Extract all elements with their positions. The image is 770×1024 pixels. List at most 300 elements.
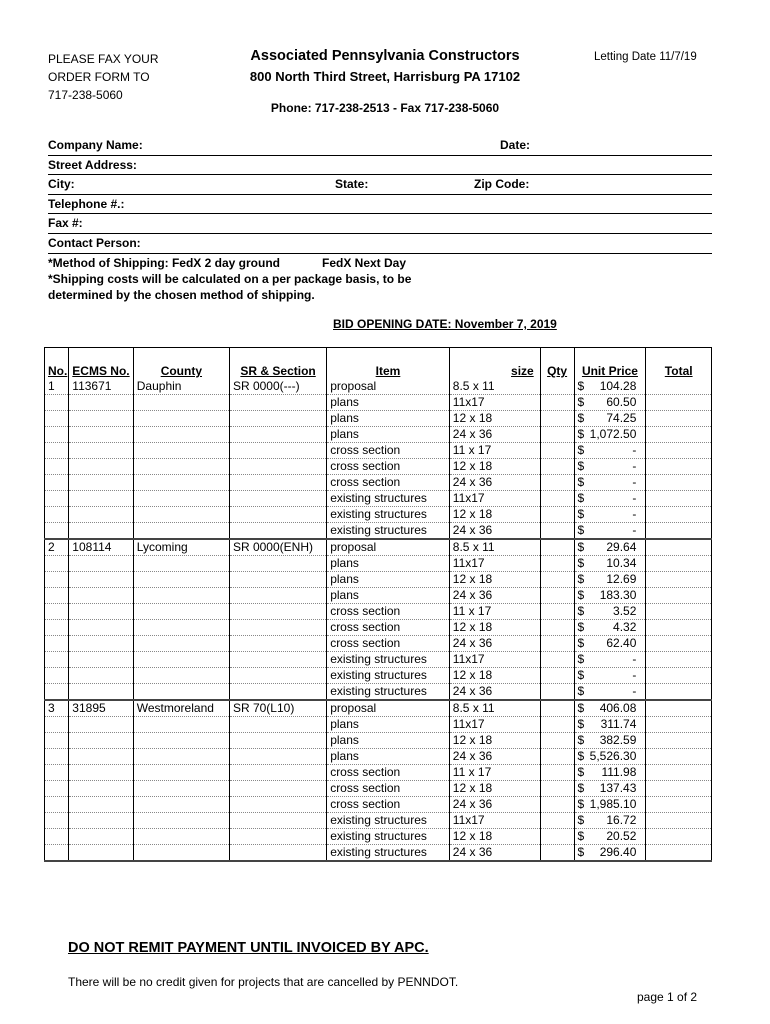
cell-no: 2 — [45, 539, 69, 556]
currency-symbol: $ — [577, 588, 585, 602]
cell-no — [45, 845, 69, 862]
cell-total[interactable] — [646, 523, 712, 540]
letting-date: Letting Date 11/7/19 — [594, 51, 697, 63]
price-value: - — [632, 684, 637, 698]
cell-item: proposal — [327, 379, 450, 395]
cell-total[interactable] — [646, 379, 712, 395]
cell-total[interactable] — [646, 475, 712, 491]
cell-ecms — [69, 684, 133, 701]
cell-item: plans — [327, 717, 450, 733]
cell-county — [133, 572, 229, 588]
fax-line-3: 717-238-5060 — [48, 88, 123, 102]
table-row — [45, 572, 712, 588]
cell-total[interactable] — [646, 700, 712, 717]
shipping-method-row — [48, 254, 712, 271]
cell-sr-section — [229, 781, 326, 797]
currency-symbol: $ — [577, 765, 585, 779]
street-address-row[interactable] — [48, 156, 712, 176]
cell-total[interactable] — [646, 668, 712, 684]
price-value: 10.34 — [606, 556, 637, 570]
cell-total[interactable] — [646, 443, 712, 459]
cell-county: Westmoreland — [133, 700, 229, 717]
cell-size: 12 x 18 — [449, 620, 540, 636]
company-name-row[interactable] — [48, 136, 712, 156]
cell-qty[interactable] — [540, 765, 574, 781]
cell-total[interactable] — [646, 604, 712, 620]
table-row — [45, 700, 712, 717]
cell-total[interactable] — [646, 539, 712, 556]
cell-qty[interactable] — [540, 459, 574, 475]
cell-no — [45, 733, 69, 749]
state-label: State: — [335, 177, 369, 192]
cell-item: plans — [327, 411, 450, 427]
cell-qty[interactable] — [540, 684, 574, 701]
unit-price — [578, 556, 643, 571]
table-row — [45, 717, 712, 733]
price-value: - — [632, 443, 637, 457]
table-row — [45, 733, 712, 749]
price-value: 137.43 — [599, 781, 637, 795]
cell-sr-section — [229, 829, 326, 845]
cell-size: 12 x 18 — [449, 733, 540, 749]
cell-county — [133, 652, 229, 668]
cell-total[interactable] — [646, 765, 712, 781]
cell-total[interactable] — [646, 620, 712, 636]
cell-size: 11 x 17 — [449, 765, 540, 781]
cell-unit-price — [574, 588, 646, 604]
cell-ecms — [69, 636, 133, 652]
cell-ecms — [69, 749, 133, 765]
cell-sr-section: SR 0000(---) — [229, 379, 326, 395]
cell-qty[interactable] — [540, 749, 574, 765]
col-header-qty: Qty — [540, 348, 574, 380]
shipping-note — [48, 271, 712, 303]
cell-ecms — [69, 427, 133, 443]
cell-county — [133, 749, 229, 765]
cell-sr-section — [229, 733, 326, 749]
cell-sr-section — [229, 491, 326, 507]
col-header-ecms: ECMS No. — [69, 348, 133, 380]
cell-unit-price — [574, 427, 646, 443]
cell-qty[interactable] — [540, 411, 574, 427]
cell-no — [45, 781, 69, 797]
cell-no — [45, 604, 69, 620]
cell-ecms — [69, 781, 133, 797]
cell-sr-section — [229, 813, 326, 829]
unit-price — [578, 636, 643, 651]
zip-code-label: Zip Code: — [474, 177, 530, 192]
cell-county — [133, 717, 229, 733]
cell-unit-price — [574, 829, 646, 845]
unit-price — [578, 701, 643, 716]
cell-total[interactable] — [646, 749, 712, 765]
cell-qty[interactable] — [540, 507, 574, 523]
cell-ecms — [69, 491, 133, 507]
cell-ecms — [69, 652, 133, 668]
cell-item: existing structures — [327, 829, 450, 845]
cell-total[interactable] — [646, 427, 712, 443]
cell-county: Dauphin — [133, 379, 229, 395]
cell-item: plans — [327, 427, 450, 443]
cell-total[interactable] — [646, 652, 712, 668]
cell-unit-price — [574, 684, 646, 701]
cell-size: 24 x 36 — [449, 523, 540, 540]
price-value: 1,985.10 — [589, 797, 637, 811]
price-value: - — [632, 475, 637, 489]
cell-qty[interactable] — [540, 395, 574, 411]
cell-qty[interactable] — [540, 620, 574, 636]
cell-qty[interactable] — [540, 443, 574, 459]
cell-size: 12 x 18 — [449, 507, 540, 523]
cell-qty[interactable] — [540, 797, 574, 813]
cell-no — [45, 797, 69, 813]
cell-qty[interactable] — [540, 813, 574, 829]
cell-size: 8.5 x 11 — [449, 539, 540, 556]
cell-no: 1 — [45, 379, 69, 395]
cell-qty[interactable] — [540, 652, 574, 668]
cell-unit-price — [574, 717, 646, 733]
currency-symbol: $ — [577, 491, 585, 505]
unit-price — [578, 572, 643, 587]
col-header-unit-price: Unit Price — [574, 348, 646, 380]
cell-total[interactable] — [646, 813, 712, 829]
cell-unit-price — [574, 668, 646, 684]
table-header-row — [45, 348, 712, 380]
price-value: 104.28 — [599, 379, 637, 393]
cell-sr-section — [229, 572, 326, 588]
unit-price — [578, 379, 643, 394]
cell-county — [133, 443, 229, 459]
cell-size: 24 x 36 — [449, 475, 540, 491]
cell-total[interactable] — [646, 797, 712, 813]
currency-symbol: $ — [577, 717, 585, 731]
currency-symbol: $ — [577, 620, 585, 634]
cell-county — [133, 781, 229, 797]
cell-no — [45, 556, 69, 572]
cell-size: 8.5 x 11 — [449, 379, 540, 395]
cell-size: 11x17 — [449, 813, 540, 829]
cell-county — [133, 733, 229, 749]
cell-no — [45, 491, 69, 507]
cell-qty[interactable] — [540, 556, 574, 572]
cell-qty[interactable] — [540, 845, 574, 862]
table-row — [45, 797, 712, 813]
cell-county — [133, 427, 229, 443]
cell-ecms — [69, 395, 133, 411]
cell-ecms: 31895 — [69, 700, 133, 717]
cell-no — [45, 443, 69, 459]
unit-price — [578, 540, 643, 555]
cell-ecms — [69, 556, 133, 572]
cell-size: 24 x 36 — [449, 684, 540, 701]
cell-qty[interactable] — [540, 475, 574, 491]
cell-no — [45, 411, 69, 427]
currency-symbol: $ — [577, 829, 585, 843]
cell-size: 12 x 18 — [449, 411, 540, 427]
price-value: 74.25 — [606, 411, 637, 425]
cell-total[interactable] — [646, 717, 712, 733]
currency-symbol: $ — [577, 668, 585, 682]
cell-no — [45, 427, 69, 443]
bid-opening-date: BID OPENING DATE: November 7, 2019 — [333, 317, 557, 331]
cell-qty[interactable] — [540, 668, 574, 684]
cell-no: 3 — [45, 700, 69, 717]
cell-ecms — [69, 668, 133, 684]
cell-unit-price — [574, 765, 646, 781]
cell-ecms — [69, 829, 133, 845]
cell-item: plans — [327, 733, 450, 749]
cell-sr-section: SR 0000(ENH) — [229, 539, 326, 556]
currency-symbol: $ — [577, 733, 585, 747]
cell-sr-section — [229, 845, 326, 862]
cell-sr-section — [229, 556, 326, 572]
cell-sr-section — [229, 749, 326, 765]
cell-ecms — [69, 588, 133, 604]
cell-unit-price — [574, 845, 646, 862]
cell-size: 12 x 18 — [449, 829, 540, 845]
fax-row[interactable] — [48, 214, 712, 234]
currency-symbol: $ — [577, 411, 585, 425]
currency-symbol: $ — [577, 781, 585, 795]
unit-price — [578, 652, 643, 667]
cell-sr-section — [229, 588, 326, 604]
price-value: 382.59 — [599, 733, 637, 747]
contact-person-label: Contact Person: — [48, 235, 141, 250]
cell-item: plans — [327, 572, 450, 588]
cell-ecms — [69, 459, 133, 475]
price-value: - — [632, 668, 637, 682]
table-row — [45, 379, 712, 395]
cell-unit-price — [574, 700, 646, 717]
cell-unit-price — [574, 411, 646, 427]
cell-total[interactable] — [646, 572, 712, 588]
currency-symbol: $ — [577, 652, 585, 666]
cell-size: 24 x 36 — [449, 845, 540, 862]
cell-item: existing structures — [327, 845, 450, 862]
currency-symbol: $ — [577, 523, 585, 537]
cell-item: cross section — [327, 620, 450, 636]
currency-symbol: $ — [577, 427, 585, 441]
cell-qty[interactable] — [540, 539, 574, 556]
contact-person-row[interactable] — [48, 234, 712, 254]
cell-unit-price — [574, 443, 646, 459]
cell-unit-price — [574, 652, 646, 668]
unit-price — [578, 781, 643, 796]
cell-county — [133, 813, 229, 829]
price-value: - — [632, 491, 637, 505]
cell-item: proposal — [327, 539, 450, 556]
cell-item: cross section — [327, 636, 450, 652]
price-value: 311.74 — [600, 717, 637, 731]
price-value: 29.64 — [606, 540, 637, 554]
cell-item: plans — [327, 395, 450, 411]
table-row — [45, 395, 712, 411]
currency-symbol: $ — [577, 556, 585, 570]
cell-county — [133, 523, 229, 540]
cell-sr-section — [229, 684, 326, 701]
cell-sr-section — [229, 652, 326, 668]
cell-ecms — [69, 475, 133, 491]
cell-unit-price — [574, 556, 646, 572]
cell-qty[interactable] — [540, 733, 574, 749]
cell-unit-price — [574, 395, 646, 411]
cell-no — [45, 652, 69, 668]
cell-qty[interactable] — [540, 636, 574, 652]
cell-no — [45, 459, 69, 475]
cell-sr-section — [229, 475, 326, 491]
cell-total[interactable] — [646, 395, 712, 411]
cell-county — [133, 491, 229, 507]
cell-item: cross section — [327, 781, 450, 797]
table-row — [45, 749, 712, 765]
cell-qty[interactable] — [540, 604, 574, 620]
cell-qty[interactable] — [540, 572, 574, 588]
cell-total[interactable] — [646, 459, 712, 475]
cell-county — [133, 765, 229, 781]
cell-size: 11x17 — [449, 556, 540, 572]
cell-item: cross section — [327, 475, 450, 491]
cell-unit-price — [574, 813, 646, 829]
table-row — [45, 556, 712, 572]
cell-unit-price — [574, 379, 646, 395]
shipping-option-2day[interactable]: *Method of Shipping: FedX 2 day ground — [48, 255, 280, 270]
unit-price — [578, 620, 643, 635]
unit-price — [578, 507, 643, 522]
unit-price — [578, 717, 643, 732]
cell-item: cross section — [327, 443, 450, 459]
company-name-title: Associated Pennsylvania Constructors — [250, 48, 520, 64]
cell-size: 11x17 — [449, 491, 540, 507]
cell-sr-section — [229, 507, 326, 523]
cell-qty[interactable] — [540, 700, 574, 717]
cell-no — [45, 717, 69, 733]
cell-total[interactable] — [646, 411, 712, 427]
cell-no — [45, 636, 69, 652]
cell-total[interactable] — [646, 829, 712, 845]
currency-symbol: $ — [577, 604, 585, 618]
cell-county — [133, 684, 229, 701]
cell-total[interactable] — [646, 556, 712, 572]
cell-ecms: 108114 — [69, 539, 133, 556]
cell-county — [133, 475, 229, 491]
cell-ecms — [69, 620, 133, 636]
cell-total[interactable] — [646, 491, 712, 507]
cell-county — [133, 797, 229, 813]
cell-ecms — [69, 572, 133, 588]
col-header-item: Item — [327, 348, 450, 380]
currency-symbol: $ — [577, 443, 585, 457]
unit-price — [578, 733, 643, 748]
cell-qty[interactable] — [540, 523, 574, 540]
price-value: 406.08 — [599, 701, 637, 715]
price-value: 16.72 — [606, 813, 637, 827]
cell-ecms: 113671 — [69, 379, 133, 395]
table-row — [45, 652, 712, 668]
cell-qty[interactable] — [540, 379, 574, 395]
cell-no — [45, 395, 69, 411]
cell-size: 12 x 18 — [449, 781, 540, 797]
cell-county — [133, 620, 229, 636]
table-row — [45, 491, 712, 507]
cell-sr-section — [229, 427, 326, 443]
unit-price — [578, 459, 643, 474]
cell-qty[interactable] — [540, 427, 574, 443]
cell-size: 11x17 — [449, 652, 540, 668]
cell-unit-price — [574, 572, 646, 588]
shipping-option-next-day[interactable]: FedX Next Day — [322, 255, 407, 270]
cell-qty[interactable] — [540, 781, 574, 797]
price-value: - — [632, 459, 637, 473]
cell-total[interactable] — [646, 845, 712, 862]
cell-sr-section — [229, 459, 326, 475]
cell-qty[interactable] — [540, 491, 574, 507]
price-value: 111.98 — [601, 765, 637, 779]
cell-total[interactable] — [646, 636, 712, 652]
cell-county — [133, 636, 229, 652]
price-value: - — [632, 523, 637, 537]
cell-size: 12 x 18 — [449, 668, 540, 684]
city-row[interactable] — [48, 175, 712, 195]
cell-sr-section — [229, 636, 326, 652]
cell-total[interactable] — [646, 507, 712, 523]
cell-qty[interactable] — [540, 588, 574, 604]
unit-price — [578, 411, 643, 426]
date-label: Date: — [500, 138, 531, 152]
cell-sr-section — [229, 523, 326, 540]
unit-price — [578, 797, 643, 812]
cell-ecms — [69, 411, 133, 427]
currency-symbol: $ — [577, 572, 585, 586]
cell-ecms — [69, 604, 133, 620]
cell-no — [45, 620, 69, 636]
page-number: page 1 of 2 — [637, 990, 698, 1004]
cell-item: cross section — [327, 765, 450, 781]
cell-ecms — [69, 765, 133, 781]
unit-price — [578, 491, 643, 506]
cell-item: existing structures — [327, 668, 450, 684]
cell-ecms — [69, 717, 133, 733]
cell-qty[interactable] — [540, 829, 574, 845]
cell-total[interactable] — [646, 684, 712, 701]
price-value: 5,526.30 — [589, 749, 637, 763]
unit-price — [578, 604, 643, 619]
price-value: - — [632, 652, 637, 666]
cell-sr-section — [229, 668, 326, 684]
cell-total[interactable] — [646, 733, 712, 749]
order-table — [44, 347, 712, 862]
unit-price — [578, 588, 643, 603]
table-row — [45, 829, 712, 845]
order-form — [48, 136, 712, 303]
cell-unit-price — [574, 459, 646, 475]
fax-label: Fax #: — [48, 216, 83, 231]
fax-line-2: ORDER FORM TO — [48, 70, 150, 84]
cell-total[interactable] — [646, 781, 712, 797]
cell-sr-section — [229, 620, 326, 636]
table-row — [45, 668, 712, 684]
cell-size: 8.5 x 11 — [449, 700, 540, 717]
table-row — [45, 813, 712, 829]
currency-symbol: $ — [577, 540, 585, 554]
cell-size: 24 x 36 — [449, 797, 540, 813]
unit-price — [578, 443, 643, 458]
table-row — [45, 765, 712, 781]
shipping-note-line-2: determined by the chosen method of shipping. — [48, 287, 315, 302]
telephone-row[interactable] — [48, 195, 712, 215]
cell-item: cross section — [327, 604, 450, 620]
cell-total[interactable] — [646, 588, 712, 604]
cell-qty[interactable] — [540, 717, 574, 733]
